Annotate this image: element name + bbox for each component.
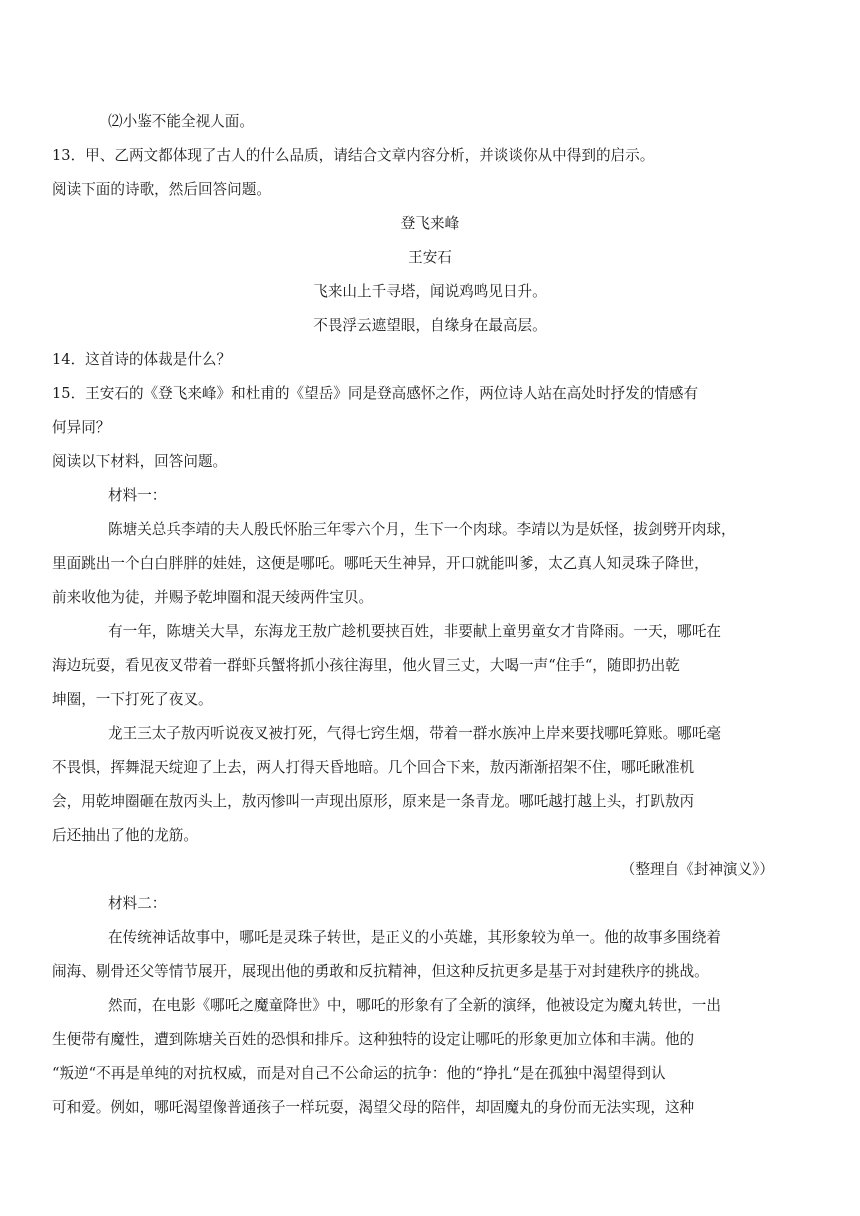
material-2-heading: 材料二： [108,895,167,912]
material-2-para-2-cont: 生便带有魔性，遭到陈塘关百姓的恐惧和排斥。这种独特的设定让哪吒的形象更加立体和丰满。他的 [52,1031,695,1048]
poem-line-2: 不畏浮云遮望眼，自缘身在最高层。 [313,317,547,334]
poem-instruction: 阅读下面的诗歌，然后回答问题。 [52,181,271,198]
material-2-para-2: 然而，在电影《哪吒之魔童降世》中，哪吒的形象有了全新的演绎，他被设定为魔丸转世，一出 [108,997,721,1014]
material-1-para-3: 龙王三太子敖丙听说夜叉被打死，气得七窍生烟，带着一群水族冲上岸来要找哪吒算账。哪吒毫 [108,725,721,742]
question-14: 14．这首诗的体裁是什么？ [52,351,232,368]
material-instruction: 阅读以下材料，回答问题。 [52,453,228,470]
question-15-cont: 何异同？ [52,419,111,436]
material-2-para-1-end: 闹海、剔骨还父等情节展开，展现出他的勇敢和反抗精神，但这种反抗更多是基于对封建秩序的挑战。 [52,963,709,980]
material-1-para-1-cont: 里面跳出一个白白胖胖的娃娃，这便是哪吒。哪吒天生神异，开口就能叫爹，太乙真人知灵珠子降世， [52,555,709,572]
material-1-para-3-end: 后还抽出了他的龙筋。 [52,827,198,844]
material-1-para-3-cont-2: 会，用乾坤圈砸在敖丙头上，敖丙惨叫一声现出原形，原来是一条青龙。哪吒越打越上头，打趴敖丙 [52,793,695,810]
material-1-para-2: 有一年，陈塘关大旱，东海龙王敖广趁机要挟百姓，非要献上童男童女才肯降雨。一天，哪吒在 [108,623,721,640]
poem-line-1: 飞来山上千寻塔，闻说鸡鸣见日升。 [313,283,547,300]
material-2-para-1: 在传统神话故事中，哪吒是灵珠子转世，是正义的小英雄，其形象较为单一。他的故事多围绕着 [108,929,721,946]
material-2-para-2-cont-3: 可和爱。例如，哪吒渴望像普通孩子一样玩耍，渴望父母的陪伴，却固魔丸的身份而无法实现，这种 [52,1099,695,1116]
material-1-source: （整理自《封神演义》） [620,861,774,878]
question-15: 15．王安石的《登飞来峰》和杜甫的《望岳》同是登高感怀之作，两位诗人站在高处时抒发的情感有 [52,385,699,402]
material-1-para-2-cont: 海边玩耍，看见夜叉带着一群虾兵蟹将抓小孩往海里，他火冒三丈，大喝一声“住手“，随即扔出乾 [52,657,680,674]
answer-line-2: ⑵小鉴不能全视人面。 [108,113,254,130]
material-1-para-1-end: 前来收他为徒，并赐予乾坤圈和混天绫两件宝贝。 [52,589,374,606]
material-1-heading: 材料一： [108,487,167,504]
material-1-para-3-cont: 不畏惧，挥舞混天绽迎了上去，两人打得天昏地暗。几个回合下来，敖丙渐渐招架不住，哪吒瞅准机 [52,759,695,776]
poem-title: 登飞来峰 [400,215,460,232]
material-1-para-2-end: 坤圈，一下打死了夜叉。 [52,691,213,708]
material-2-para-2-cont-2: “叛逆“不再是单纯的对抗权威，而是对自己不公命运的抗争：他的“挣扎“是在孤独中渴望得到认 [52,1065,666,1082]
material-1-para-1: 陈塘关总兵李靖的夫人殷氏怀胎三年零六个月，生下一个肉球。李靖以为是妖怪，拔剑劈开肉球， [108,521,736,538]
question-13: 13．甲、乙两文都体现了古人的什么品质，请结合文章内容分析，并谈谈你从中得到的启示。 [52,147,655,164]
poem-author: 王安石 [408,249,452,266]
